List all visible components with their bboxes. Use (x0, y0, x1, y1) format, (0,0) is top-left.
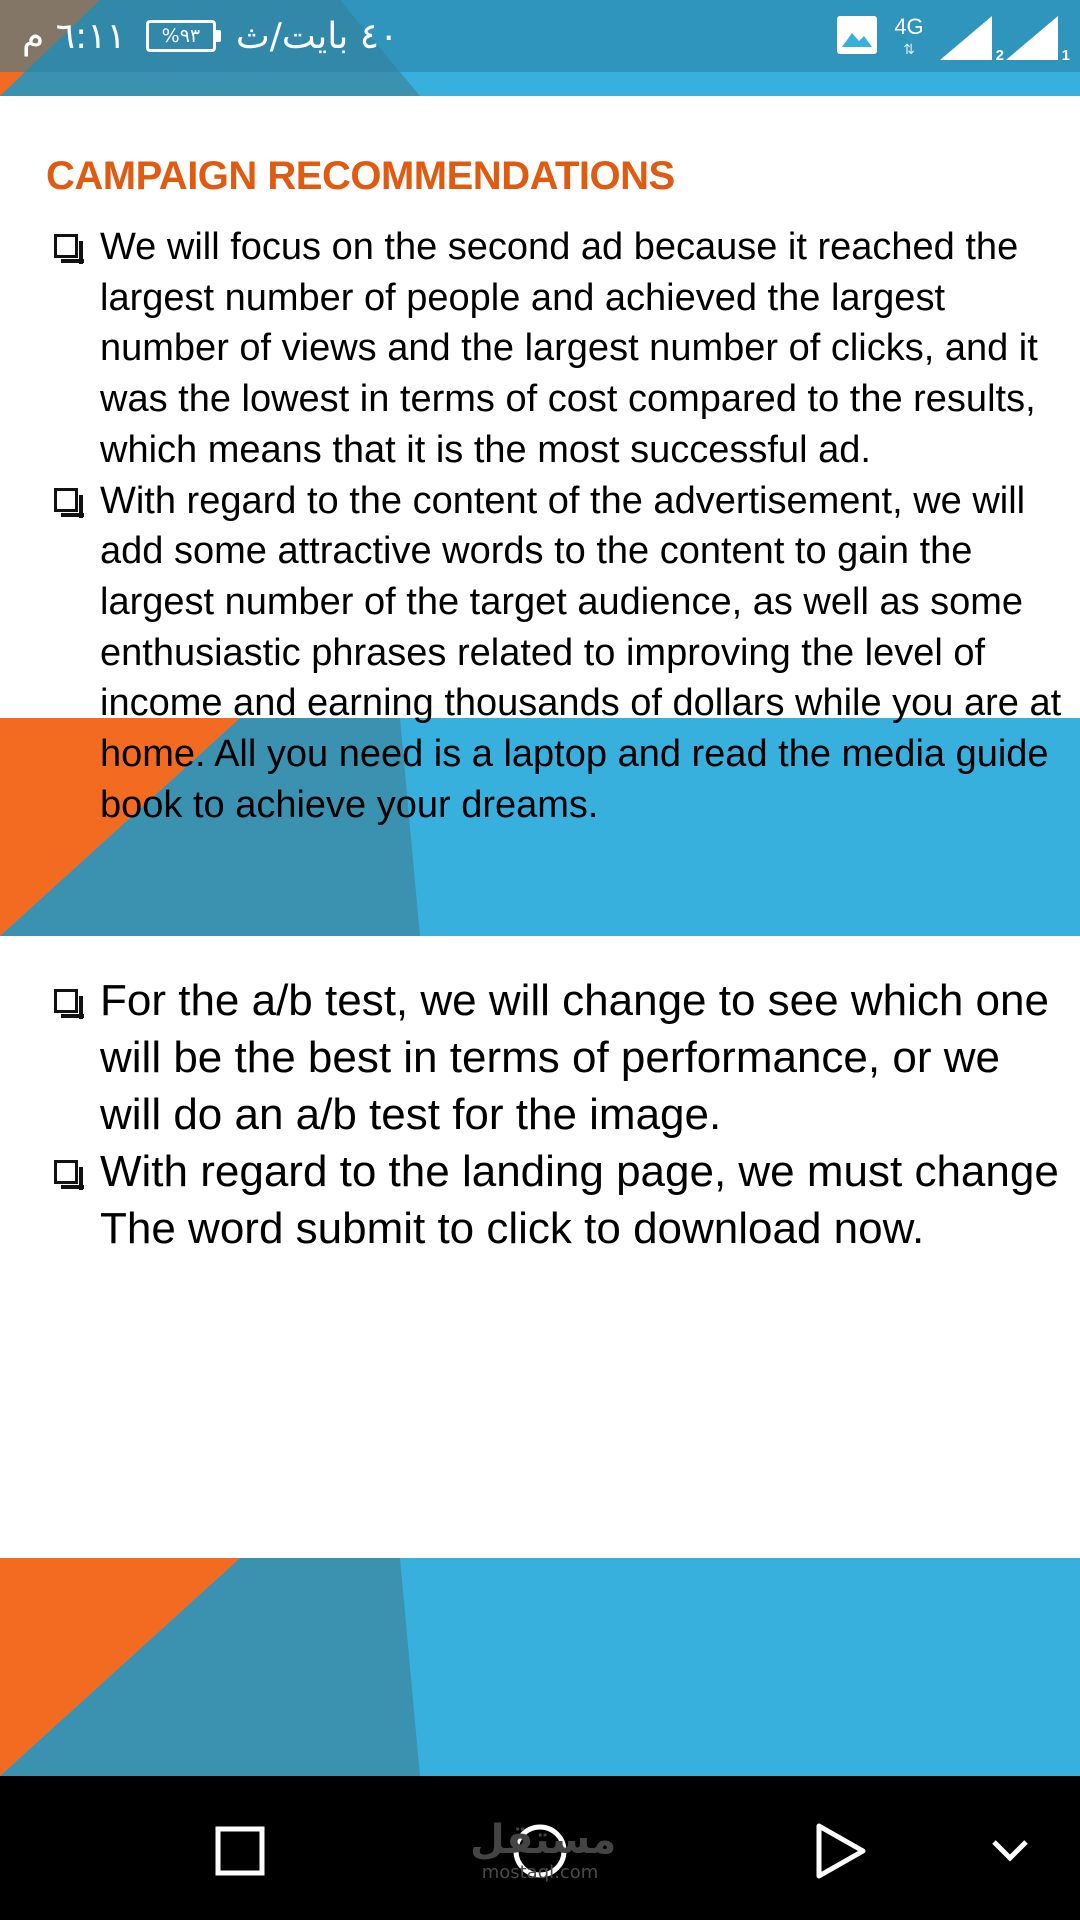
status-bar (0, 0, 1080, 96)
recent-apps-button[interactable] (200, 1816, 280, 1886)
square-icon (215, 1826, 265, 1876)
hide-nav-button[interactable] (980, 1816, 1040, 1886)
battery-icon: %٩٣ (146, 20, 216, 52)
bullet-item (52, 476, 1062, 831)
play-button[interactable] (800, 1816, 880, 1886)
network-type-label: 4G (894, 14, 924, 39)
bullet-item (52, 222, 1062, 476)
bullet-text: For the a/b test, we will change to see which one will be the best in terms of performance, or we will do an a/b test for the image. (100, 976, 1049, 1139)
watermark (470, 1817, 617, 1883)
status-left (22, 14, 398, 58)
play-icon (813, 1822, 867, 1880)
bullet-text: With regard to the landing page, we must change The word submit to click to download now. (100, 1147, 1059, 1253)
bullet-list (52, 972, 1062, 1257)
bullet-item (52, 972, 1062, 1143)
bullet-list (52, 222, 1062, 830)
clock: ٦:١١ م (22, 15, 126, 57)
bullet-text: With regard to the content of the advertisement, we will add some attractive words to the content to gain the largest number of the target audience, as well as some enthusiastic phrases related to improving the level of income and earning thousands of dollars while you are at home. All you need is a laptop and read the media guide book to achieve your dreams. (100, 479, 1062, 826)
signal-icon (940, 16, 1004, 64)
watermark-url: mostaql.com (481, 1862, 599, 1883)
slide (0, 944, 1080, 1776)
slide-decoration (0, 1558, 1080, 1776)
sim-number: 1 (1061, 47, 1070, 64)
status-right (836, 14, 1070, 64)
sim-number: 2 (995, 47, 1004, 64)
slide (0, 104, 1080, 936)
gallery-icon (836, 15, 878, 60)
bullet-text: We will focus on the second ad because it reached the largest number of people and achieved the largest number of views and the largest number of clicks, and it was the lowest in terms of cost compared to the results, which means that it is the most successful ad. (100, 226, 1038, 471)
signal-icon (1006, 16, 1070, 64)
data-arrows-icon: ⇅ (903, 41, 915, 57)
network-speed: ٤٠ بايت/ث (235, 15, 399, 57)
checkbox-bullet-icon (54, 989, 78, 1013)
slide-title: CAMPAIGN RECOMMENDATIONS (46, 154, 675, 198)
chevron-down-icon (990, 1838, 1030, 1864)
watermark-logo: مستقل (470, 1817, 617, 1863)
checkbox-bullet-icon (54, 234, 78, 258)
network-type (892, 16, 926, 60)
bullet-item (52, 1143, 1062, 1257)
checkbox-bullet-icon (54, 1160, 78, 1184)
checkbox-bullet-icon (54, 488, 78, 512)
